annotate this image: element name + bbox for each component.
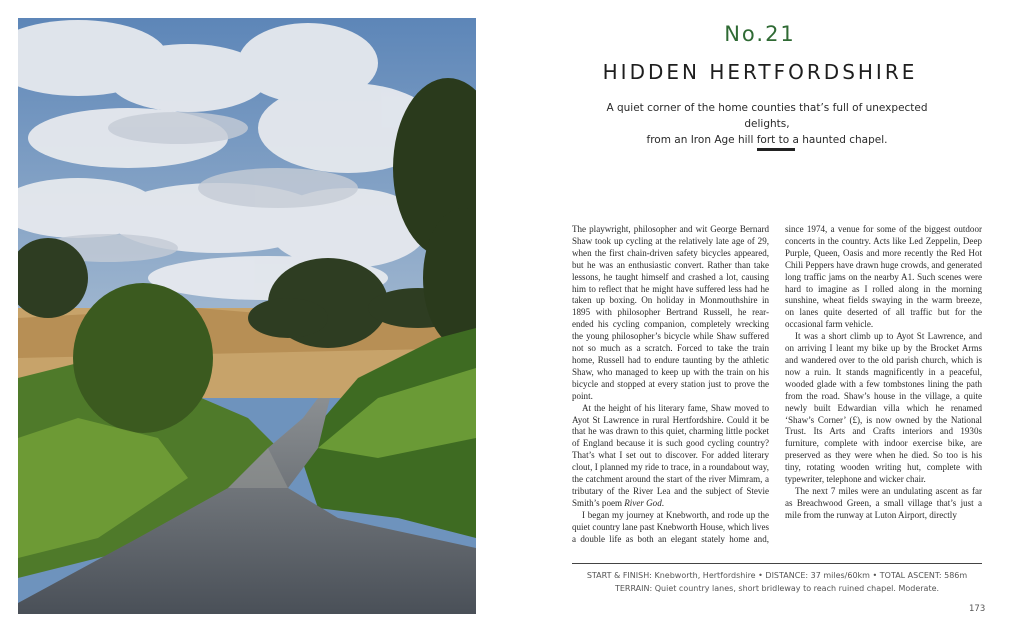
title-rule	[757, 148, 795, 151]
poem-title: River God	[624, 497, 662, 508]
paragraph-1: The playwright, philosopher and wit George Bernard Shaw took up cycling at the relatively late age of 29, when the first chain-driven safety bicycles appeared, but he was an enthusiastic convert. Rather than take lessons, he taught himself and crashed a lot, causing him to reflect that he might have suffered less had he taken up boxing. On holiday in Monmouthshire in 1895 with philosopher Bertrand Russell, he rear-ended his cycling companion, completely wrecking the young philosopher’s bicycle while Shaw suffered not so much as a scratch. Forced to take the train home, Russell had to endure taunting by the athletic Shaw, who managed to keep up with the train on his bicycle and stopped at every station just to prove the point.	[572, 224, 769, 401]
standfirst	[587, 100, 947, 148]
country-lane-photo	[18, 18, 476, 614]
page-title: HIDDEN HERTFORDSHIRE	[602, 60, 918, 84]
paragraph-3: I began my journey at Knebworth, and rode up the quiet country lane past Knebworth House, which lives a double life as both an elegant stately home and, since 1974, a venue for some of the biggest outdoor concerts in the country. Acts like Led Zeppelin, Deep Purple, Queen, Oasis and more recently the Red Hot Chili Peppers have drawn huge crowds, and generated long traffic jams on the nearby A1. Such scenes were hard to imagine as I rolled along in the morning sunshine, wheat fields swaying in the warm breeze, on lanes quite deserted of all traffic but for the occasional farm vehicle.	[572, 224, 982, 544]
stats-divider	[572, 563, 982, 564]
paragraph-4: It was a short climb up to Ayot St Lawrence, and on arriving I leant my bike up by the Brocket Arms and wandered over to the old parish church, which is now a ruin. It stands magnificently in a peaceful, wooded glade with a few tombstones lining the path from the road. Shaw’s house in the village, a quite newly built Edwardian villa which he renamed ‘Shaw’s Corner’ (£), is now owned by the National Trust. Its Arts and Crafts interiors and 1930s furniture, complete with indoor exercise bike, are preserved as they were when he died. So too is his tiny, rotating wooden writing hut, complete with typewriter, telephone and wicker chair.	[785, 331, 982, 485]
paragraph-5: The next 7 miles were an undulating ascent as far as Breachwood Green, a small village that’s just a mile from the runway at Luton Airport, directly	[785, 485, 982, 520]
stats-line-1: START & FINISH: Knebworth, Hertfordshire • DISTANCE: 37 miles/60km • TOTAL ASCENT: 586m	[586, 571, 968, 580]
paragraph-2-end: .	[661, 497, 664, 508]
standfirst-line-1: A quiet corner of the home counties that’s full of unexpected delights,	[606, 102, 928, 130]
page-number: 173	[969, 604, 986, 614]
paragraph-2-text: At the height of his literary fame, Shaw moved to Ayot St Lawrence in rural Hertfordshire. Could it be that he was drawn to this quiet, charming little pocket of England because it is such good cycling country? That’s what I set out to discover. For added literary clout, I planned my ride to trace, in a roundabout way, the catchment around the start of the river Mimram, a tributary of the River Lea and the subject of Stevie Smith’s poem	[572, 402, 769, 508]
standfirst-line-2: from an Iron Age hill fort to a haunted chapel.	[646, 134, 888, 146]
article-body	[572, 224, 982, 556]
paragraph-2	[572, 403, 769, 510]
route-number: No.21	[724, 22, 796, 46]
text-page	[497, 0, 1024, 632]
route-stats	[572, 569, 982, 595]
stats-line-2: TERRAIN: Quiet country lanes, short bridleway to reach ruined chapel. Moderate.	[614, 584, 940, 593]
